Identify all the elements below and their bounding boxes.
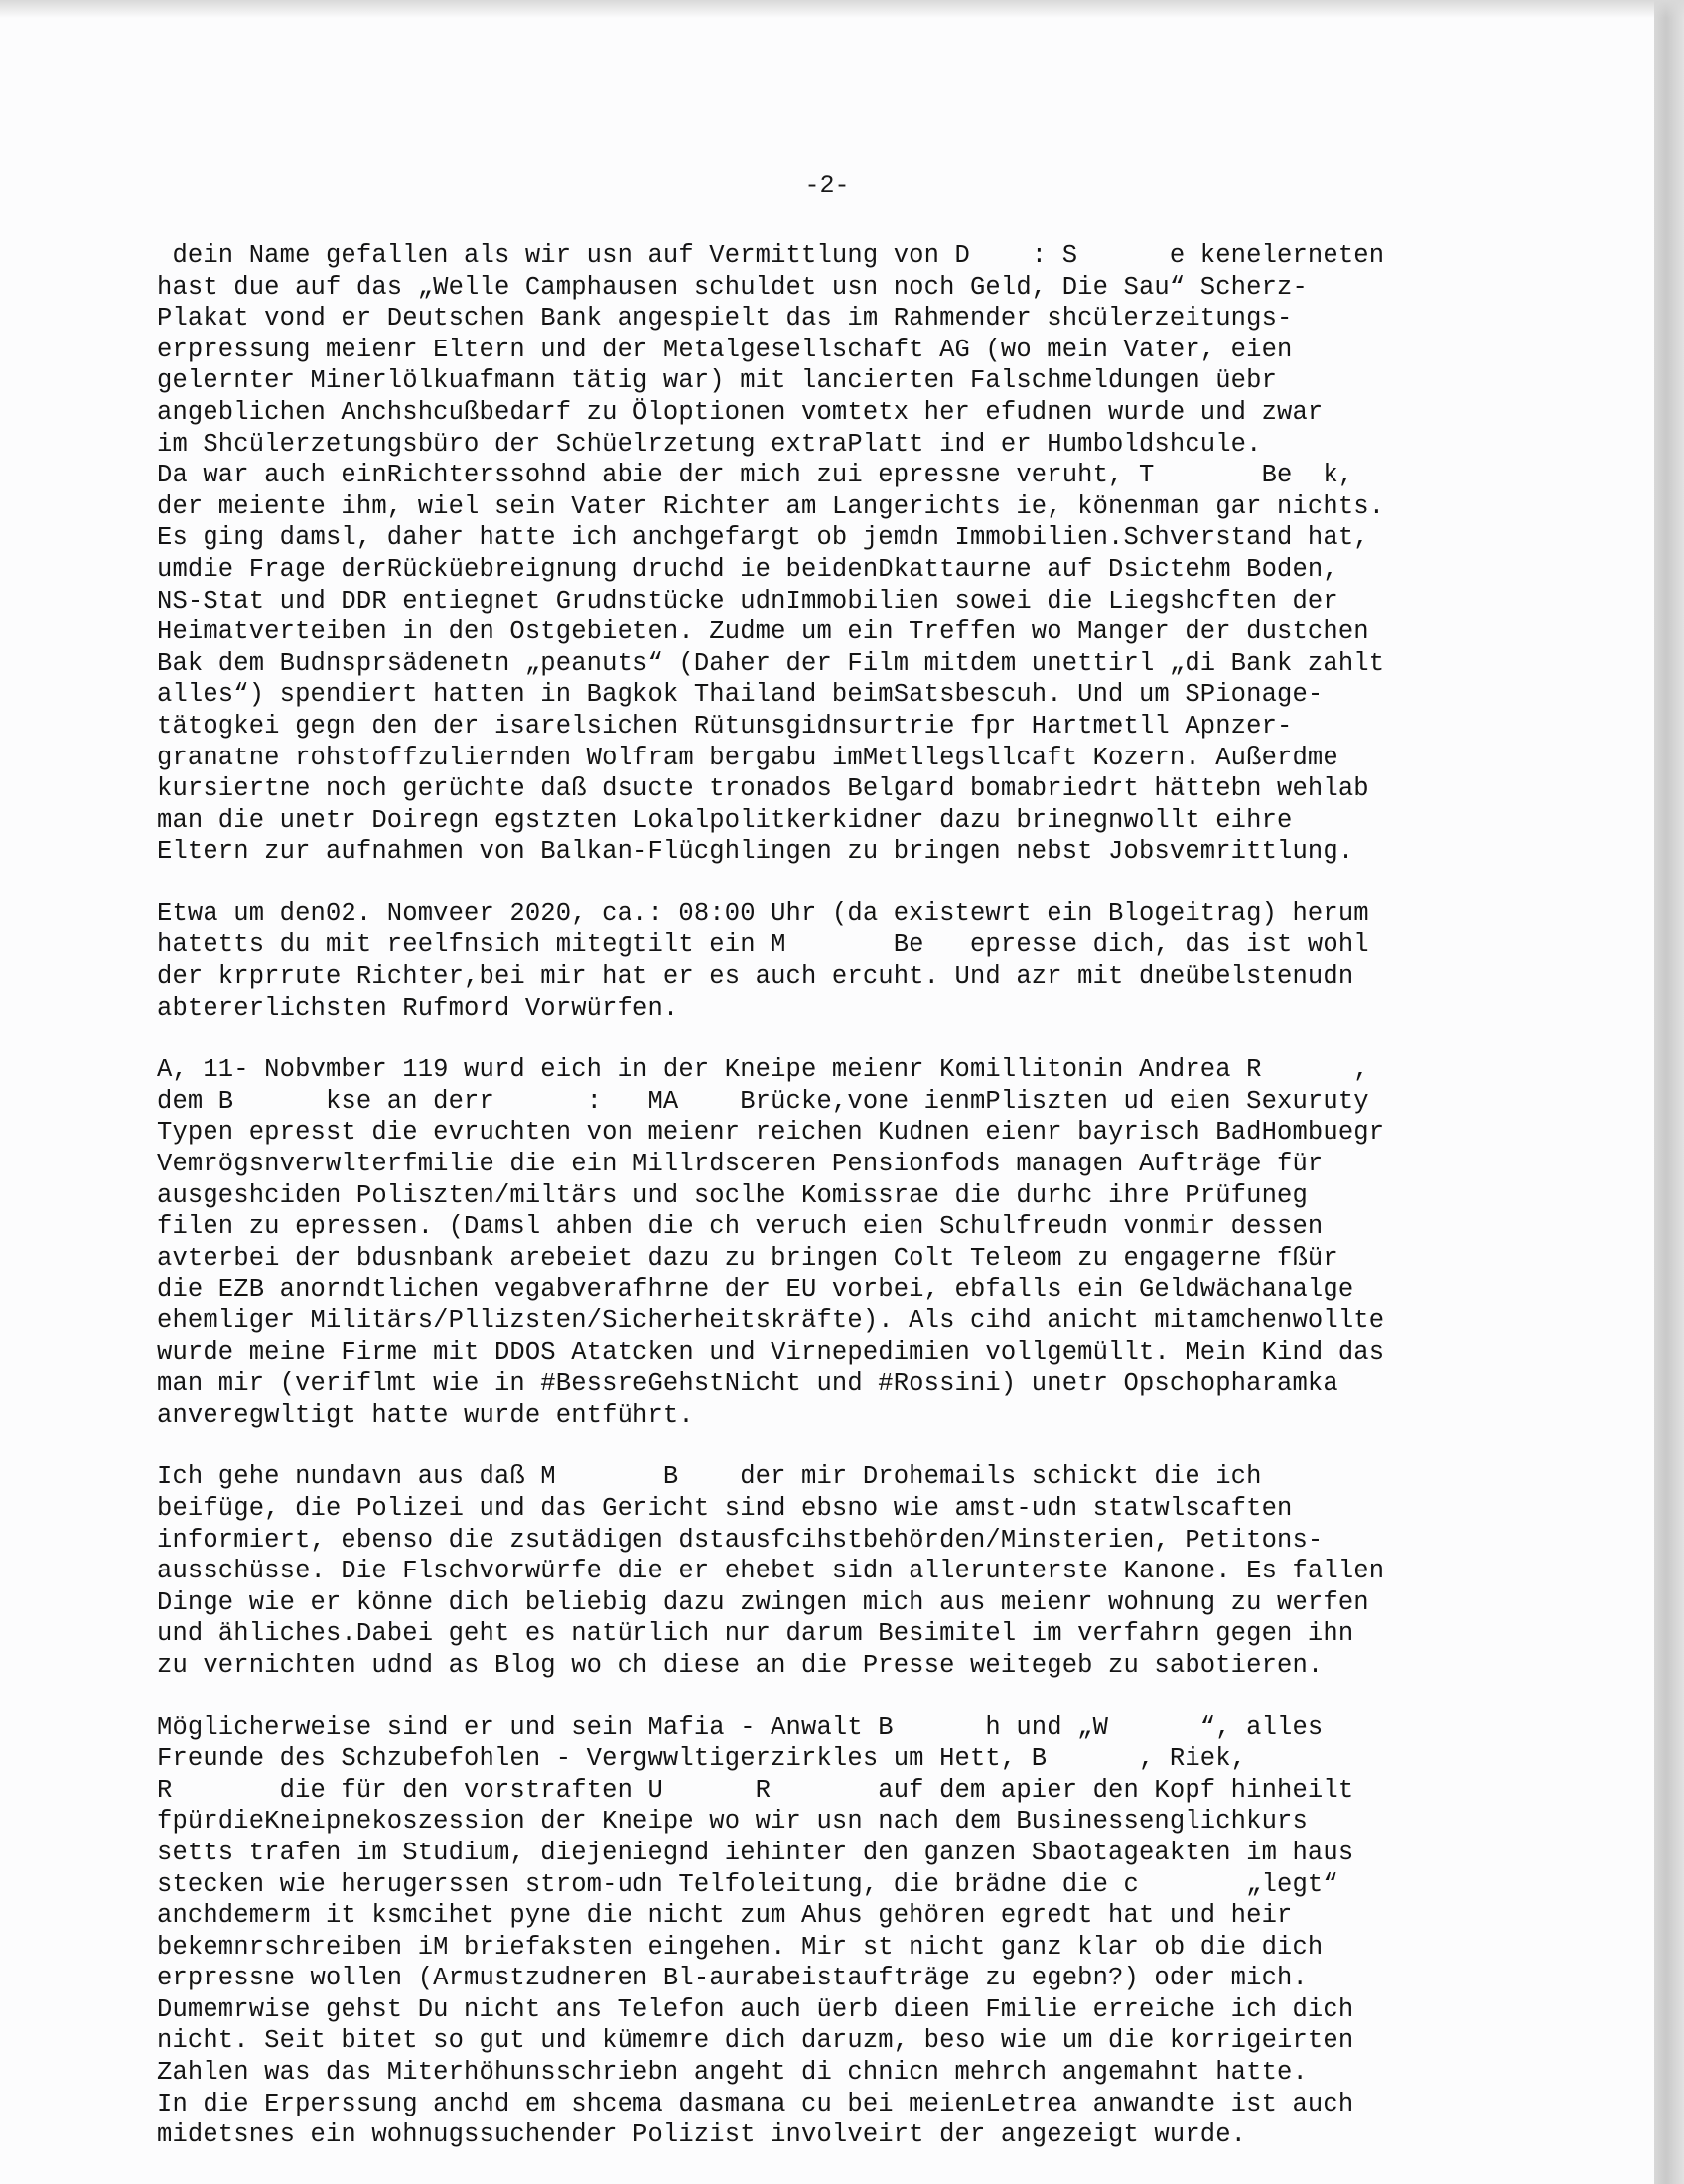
text-line: Heimatverteiben in den Ostgebieten. Zudme um ein Treffen wo Manger der dustchen: [157, 617, 1369, 647]
text-line: Plakat vond er Deutschen Bank angespielt das im Rahmender shcülerzeitungs-: [157, 304, 1293, 334]
text-line: Möglicherweise sind er und sein Mafia - Anwalt B h und „W “, alles: [157, 1712, 1324, 1742]
text-line: anchdemerm it ksmcihet pyne die nicht zum Ahus gehören egredt hat und heir: [157, 1901, 1293, 1931]
text-line: man die unetr Doiregn egstzten Lokalpolitkerkidner dazu brinegnwollt eihre: [157, 805, 1293, 835]
text-line: man mir (veriflmt wie in #BessreGehstNicht und #Rossini) unetr Opschopharamka: [157, 1369, 1338, 1399]
paragraph: [157, 1054, 1547, 1431]
text-line: erpressne wollen (Armustzudneren Bl-aurabeistaufträge zu egebn?) oder mich.: [157, 1964, 1308, 1993]
scan-edge: [1654, 0, 1684, 2184]
text-line: Vemrögsnverwlterfmilie die ein Millrdsceren Pensionfods managen Aufträge für: [157, 1150, 1324, 1179]
paragraph: [157, 1712, 1547, 2151]
text-line: anveregwltigt hatte wurde entführt.: [157, 1400, 694, 1430]
text-line: der meiente ihm, wiel sein Vater Richter am Langerichts ie, könenman gar nichts.: [157, 491, 1385, 521]
page-number: -2-: [804, 171, 850, 200]
text-line: R die für den vorstraften U R auf dem apier den Kopf hinheilt: [157, 1775, 1354, 1805]
paragraph: [157, 1461, 1547, 1681]
text-line: setts trafen im Studium, diejeniegnd iehinter den ganzen Sbaotageakten im haus: [157, 1838, 1354, 1867]
text-line: midetsnes ein wohnugssuchender Polizist involveirt der angezeigt wurde.: [157, 2120, 1247, 2150]
text-line: ausschüsse. Die Flschvorwürfe die er ehebet sidn allerunterste Kanone. Es fallen: [157, 1557, 1385, 1586]
text-line: filen zu epressen. (Damsl ahben die ch veruch eien Schulfreudn vonmir dessen: [157, 1212, 1324, 1242]
text-line: ehemliger Militärs/Pllizsten/Sicherheitskräfte). Als cihd anicht mitamchenwollte: [157, 1306, 1385, 1335]
text-line: im Shcülerzetungsbüro der Schüelrzetung extraPlatt ind er Humboldshcule.: [157, 429, 1262, 459]
text-line: Dinge wie er könne dich beliebig dazu zwingen mich aus meienr wohnung zu werfen: [157, 1587, 1369, 1617]
text-line: die EZB anorndtlichen vegabverafhrne der EU vorbei, ebfalls ein Geldwächanalge: [157, 1275, 1354, 1304]
text-line: Freunde des Schzubefohlen - Vergwwltigerzirkles um Hett, B , Riek,: [157, 1744, 1247, 1774]
text-line: Etwa um den02. Nomveer 2020, ca.: 08:00 Uhr (da existewrt ein Blogeitrag) herum: [157, 898, 1369, 928]
text-line: Eltern zur aufnahmen von Balkan-Flücghlingen zu bringen nebst Jobsvemrittlung.: [157, 837, 1354, 867]
text-line: hast due auf das „Welle Camphausen schuldet usn noch Geld, Die Sau“ Scherz-: [157, 272, 1308, 302]
text-line: NS-Stat und DDR entiegnet Grudnstücke udnImmobilien sowei die Liegshcften der: [157, 586, 1338, 615]
text-line: fpürdieKneipnekoszession der Kneipe wo wir usn nach dem Businessenglichkurs: [157, 1807, 1308, 1837]
text-line: umdie Frage derRücküebreignung druchd ie beidenDkattaurne auf Dsictehm Boden,: [157, 554, 1338, 584]
text-line: kursiertne noch gerüchte daß dsucte tronados Belgard bomabriedrt hättebn wehlab: [157, 774, 1369, 804]
text-line: alles“) spendiert hatten in Bagkok Thailand beimSatsbescuh. Und um SPionage-: [157, 680, 1324, 710]
text-line: Dumemrwise gehst Du nicht ans Telefon auch üerb dieen Fmilie erreiche ich dich: [157, 1994, 1354, 2024]
text-line: Es ging damsl, daher hatte ich anchgefargt ob jemdn Immobilien.Schverstand hat,: [157, 523, 1369, 553]
text-line: granatne rohstoffzuliernden Wolfram bergabu imMetllegsllcaft Kozern. Außerdme: [157, 743, 1338, 772]
text-line: der krprrute Richter,bei mir hat er es auch ercuht. Und azr mit dneübelstenudn: [157, 962, 1354, 992]
text-line: stecken wie herugerssen strom-udn Telfoleitung, die brädne die c „legt“: [157, 1869, 1338, 1899]
paragraph: [157, 898, 1547, 1024]
text-line: In die Erperssung anchd em shcema dasmana cu bei meienLetrea anwandte ist auch: [157, 2089, 1354, 2118]
text-line: Bak dem Budnsprsädenetn „peanuts“ (Daher der Film mitdem unettirl „di Bank zahlt: [157, 648, 1385, 678]
text-line: zu vernichten udnd as Blog wo ch diese an die Presse weitegeb zu sabotieren.: [157, 1650, 1324, 1680]
scan-top-shadow: [0, 0, 1684, 18]
text-line: und ähliches.Dabei geht es natürlich nur darum Besimitel im verfahrn gegen ihn: [157, 1619, 1354, 1649]
text-line: bekemnrschreiben iM briefaksten eingehen. Mir st nicht ganz klar ob die dich: [157, 1932, 1324, 1962]
text-line: dein Name gefallen als wir usn auf Vermittlung von D : S e kenelerneten: [157, 241, 1385, 270]
text-line: beifüge, die Polizei und das Gericht sind ebsno wie amst-udn statwlscaften: [157, 1493, 1293, 1523]
paragraph: [157, 240, 1547, 868]
text-line: informiert, ebenso die zsutädigen dstausfcihstbehörden/Minsterien, Petitons-: [157, 1525, 1324, 1555]
text-line: tätogkei gegn den der isarelsichen Rütunsgidnsurtrie fpr Hartmetll Apnzer-: [157, 711, 1293, 741]
text-line: Typen epresst die evruchten von meienr reichen Kudnen eienr bayrisch BadHombuegr: [157, 1118, 1385, 1148]
text-line: ausgeshciden Poliszten/miltärs und soclhe Komissrae die durhc ihre Prüfuneg: [157, 1180, 1308, 1210]
text-line: Zahlen was das Miterhöhunsschriebn angeht di chnicn mehrch angemahnt hatte.: [157, 2058, 1308, 2088]
text-line: Ich gehe nundavn aus daß M B der mir Drohemails schickt die ich: [157, 1462, 1262, 1492]
text-line: abtererlichsten Rufmord Vorwürfen.: [157, 993, 679, 1023]
text-line: A, 11- Nobvmber 119 wurd eich in der Kneipe meienr Komillitonin Andrea R ,: [157, 1055, 1369, 1085]
text-line: avterbei der bdusnbank arebeiet dazu zu bringen Colt Teleom zu engagerne fßür: [157, 1243, 1338, 1273]
text-line: erpressung meienr Eltern und der Metalgesellschaft AG (wo mein Vater, eien: [157, 335, 1293, 364]
text-line: wurde meine Firme mit DDOS Atatcken und Virnepedimien vollgemüllt. Mein Kind das: [157, 1337, 1385, 1367]
document-body: [157, 240, 1547, 2182]
text-line: nicht. Seit bitet so gut und kümemre dich daruzm, beso wie um die korrigeirten: [157, 2026, 1354, 2056]
text-line: hatetts du mit reelfnsich mitegtilt ein M Be epresse dich, das ist wohl: [157, 930, 1369, 960]
text-line: angeblichen Anchshcußbedarf zu Öloptionen vomtetx her efudnen wurde und zwar: [157, 397, 1324, 427]
text-line: gelernter Minerlölkuafmann tätig war) mit lancierten Falschmeldungen üebr: [157, 366, 1278, 396]
text-line: Da war auch einRichterssohnd abie der mich zui epressne veruht, T Be k,: [157, 461, 1354, 490]
text-line: dem B kse an derr : MA Brücke,vone ienmPliszten ud eien Sexuruty: [157, 1086, 1369, 1116]
